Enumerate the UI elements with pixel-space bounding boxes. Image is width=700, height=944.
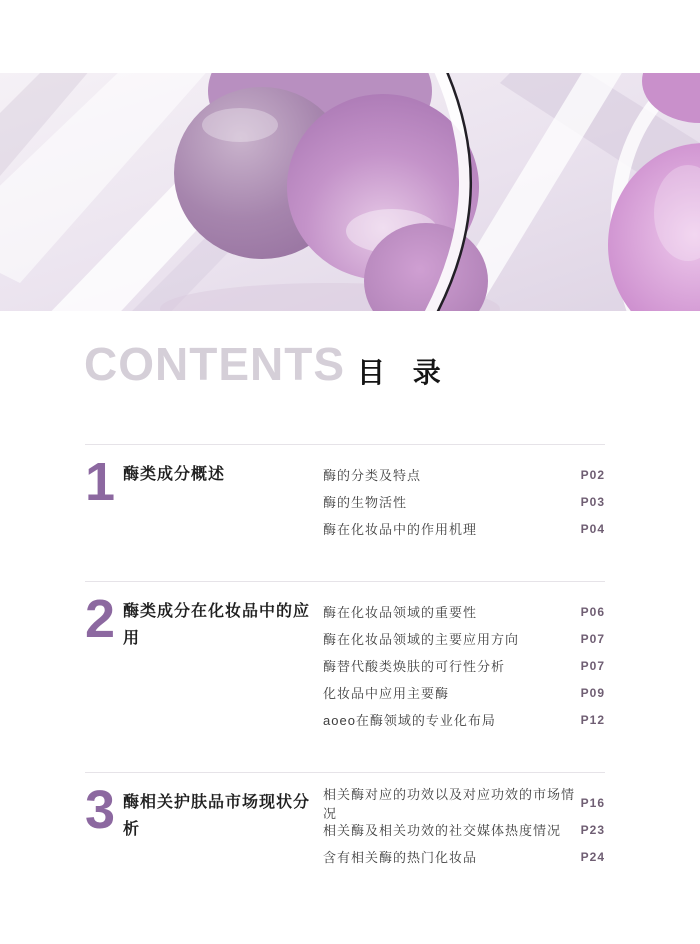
sections: [85, 444, 605, 909]
toc-item-page: P02: [580, 467, 605, 482]
toc-row: [323, 598, 605, 625]
toc-row: [323, 461, 605, 488]
section-header: [85, 780, 323, 843]
section-title: 酶类成分在化妆品中的应用: [123, 603, 311, 647]
page-heading: [84, 338, 451, 390]
toc-item-page: P23: [580, 822, 605, 837]
toc-item-label: aoeo在酶领域的专业化布局: [323, 713, 496, 728]
toc-item-label: 酶在化妆品领域的主要应用方向: [323, 632, 520, 647]
section-title: 酶类成分概述: [123, 466, 226, 483]
hero-illustration-svg: [0, 73, 700, 311]
heading-english: CONTENTS: [84, 338, 345, 390]
toc-row: [323, 515, 605, 542]
section-items: [323, 598, 605, 733]
toc-item-label: 酶替代酸类焕肤的可行性分析: [323, 659, 506, 674]
toc-item-page: P03: [580, 494, 605, 509]
heading-chinese: 目 录: [357, 356, 451, 388]
section-number: 3: [85, 780, 116, 840]
toc-item-page: P04: [580, 521, 605, 536]
toc-item-label: 含有相关酶的热门化妆品: [323, 850, 478, 865]
toc-section: [85, 444, 605, 581]
toc-row: [323, 786, 605, 821]
toc-item-page: P06: [580, 604, 605, 619]
toc-item-label: 酶在化妆品领域的重要性: [323, 605, 478, 620]
toc-item-page: P16: [580, 795, 605, 810]
toc-row: [323, 652, 605, 679]
toc-row: [323, 488, 605, 515]
section-items: [323, 786, 605, 870]
hero-image: [0, 73, 700, 311]
toc-item-page: P07: [580, 631, 605, 646]
toc-row: [323, 843, 605, 870]
toc-row: [323, 679, 605, 706]
toc-row: [323, 816, 605, 843]
toc-row: [323, 706, 605, 733]
toc-item-label: 相关酶对应的功效以及对应功效的市场情况: [323, 786, 576, 821]
toc-section: [85, 772, 605, 909]
toc-section: [85, 581, 605, 772]
section-title: 酶相关护肤品市场现状分析: [123, 794, 311, 838]
toc-item-label: 酶在化妆品中的作用机理: [323, 522, 478, 537]
section-header: [85, 589, 323, 652]
toc-item-label: 相关酶及相关功效的社交媒体热度情况: [323, 823, 562, 838]
toc-item-label: 化妆品中应用主要酶: [323, 686, 450, 701]
section-items: [323, 461, 605, 542]
toc-item-page: P07: [580, 658, 605, 673]
toc-row: [323, 625, 605, 652]
section-number: 1: [85, 452, 116, 512]
toc-item-label: 酶的生物活性: [323, 495, 408, 510]
toc-item-page: P24: [580, 849, 605, 864]
section-header: [85, 452, 323, 512]
section-number: 2: [85, 589, 116, 649]
toc-item-label: 酶的分类及特点: [323, 468, 422, 483]
toc-item-page: P09: [580, 685, 605, 700]
toc-item-page: P12: [580, 712, 605, 727]
